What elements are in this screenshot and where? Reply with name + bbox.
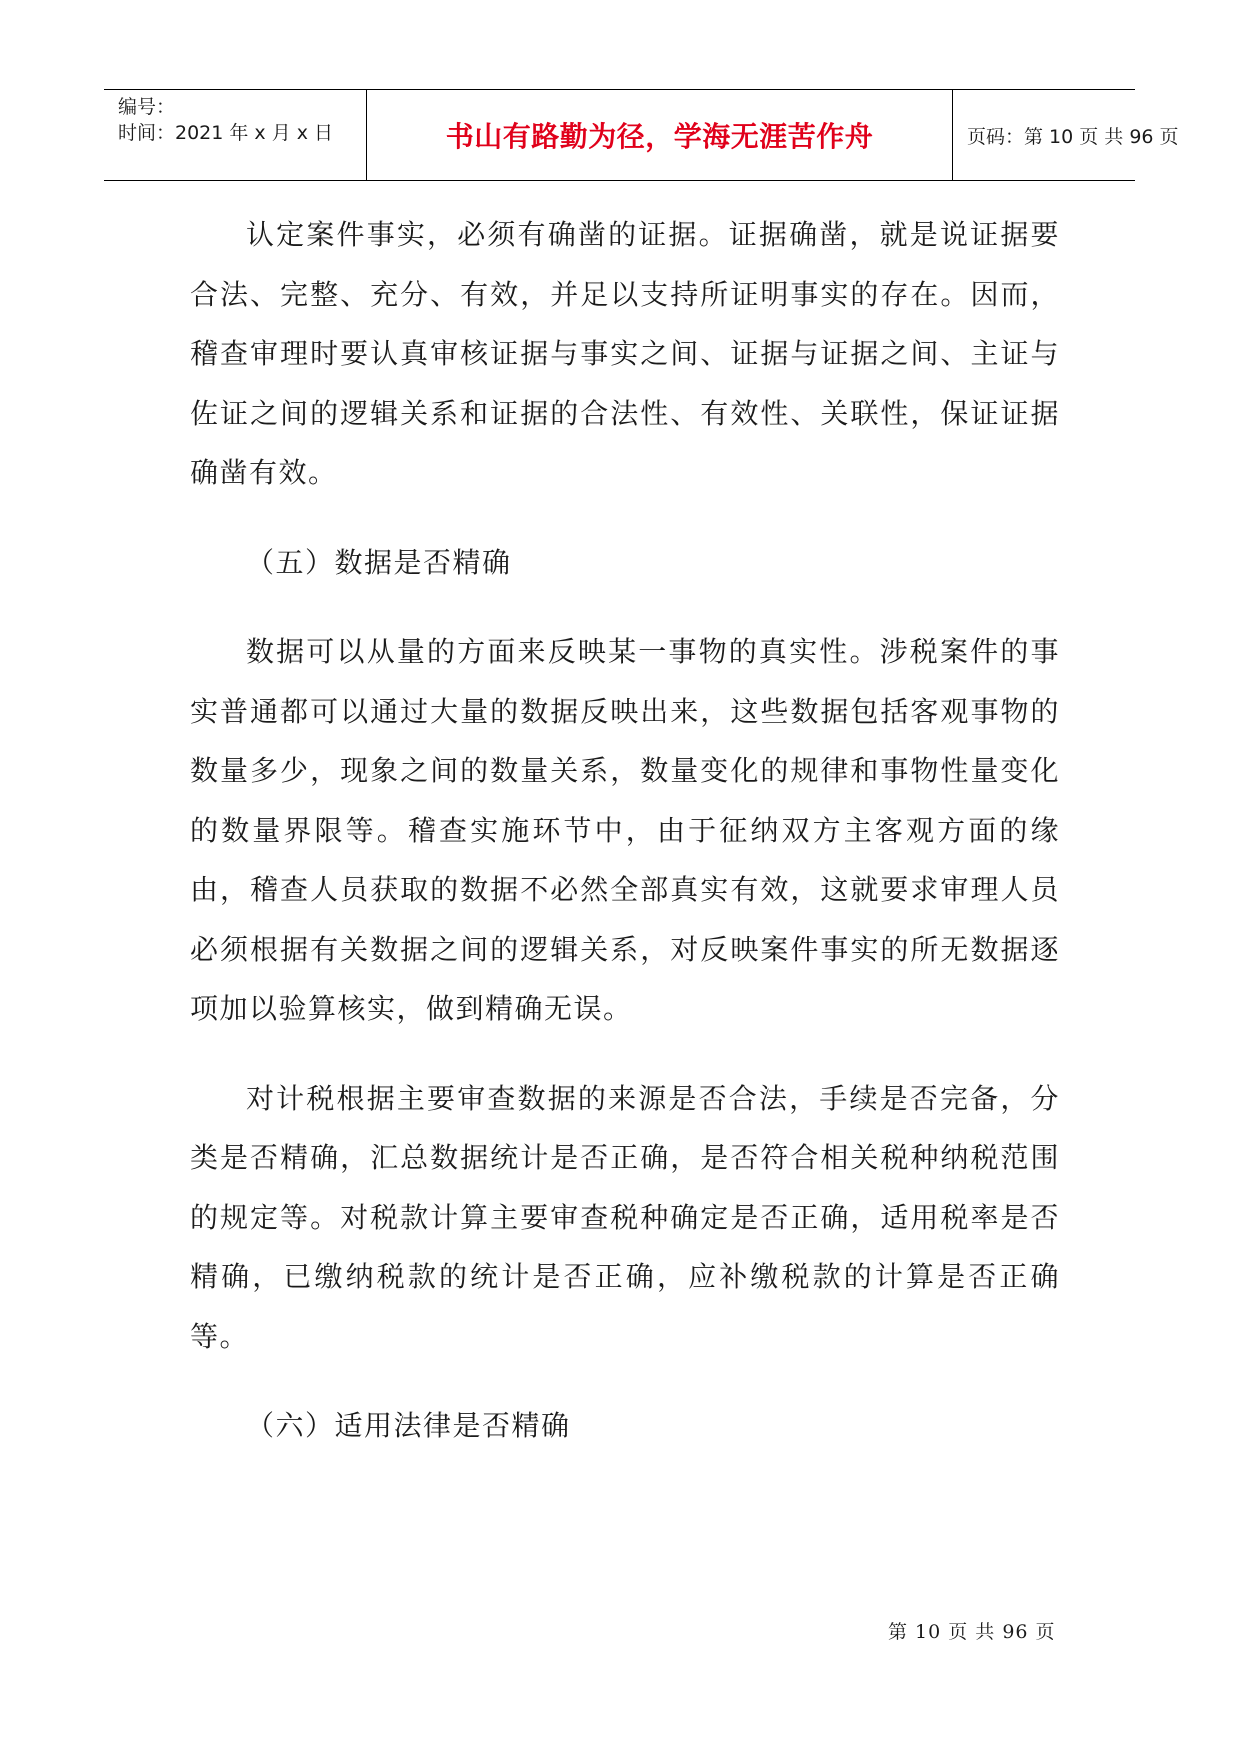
page-footer: 第 10 页 共 96 页 [888, 1621, 1056, 1643]
document-body [190, 205, 1060, 1456]
header-page-code: 页码：第 10 页 共 96 页 [967, 125, 1179, 148]
header-meta-cell [104, 90, 367, 180]
header-motto: 书山有路勤为径，学海无涯苦作舟 [367, 90, 953, 180]
date-label: 时间：2021 年 x 月 x 日 [118, 122, 334, 144]
document-header [104, 89, 1179, 181]
paragraph-tax-basis: 对计税根据主要审查数据的来源是否合法，手续是否完备，分类是否精确，汇总数据统计是否正确，是否符合相关税种纳税范围的规定等。对税款计算主要审查税种确定是否正确，适用税率是否精确，已缴纳税款的统计是否正确，应补缴税款的计算是否正确等。 [190, 1081, 1060, 1353]
paragraph-evidence: 认定案件事实，必须有确凿的证据。证据确凿，就是说证据要合法、完整、充分、有效，并足以支持所证明事实的存在。因而，稽查审理时要认真审核证据与事实之间、证据与证据之间、主证与佐证之间的逻辑关系和证据的合法性、有效性、关联性，保证证据确凿有效。 [190, 218, 1060, 489]
paragraph-data: 数据可以从量的方面来反映某一事物的真实性。涉税案件的事实普通都可以通过大量的数据反映出来，这些数据包括客观事物的数量多少，现象之间的数量关系，数量变化的规律和事物性量变化的数量界限等。稽查实施环节中，由于征纳双方主客观方面的缘由，稽查人员获取的数据不必然全部真实有效，这就要求审理人员必须根据有关数据之间的逻辑关系，对反映案件事实的所无数据逐项加以验算核实，做到精确无误。 [190, 635, 1060, 1025]
section-heading-5: （五）数据是否精确 [246, 545, 512, 579]
section-heading-6: （六）适用法律是否精确 [246, 1409, 571, 1442]
serial-number-label: 编号： [118, 96, 176, 118]
